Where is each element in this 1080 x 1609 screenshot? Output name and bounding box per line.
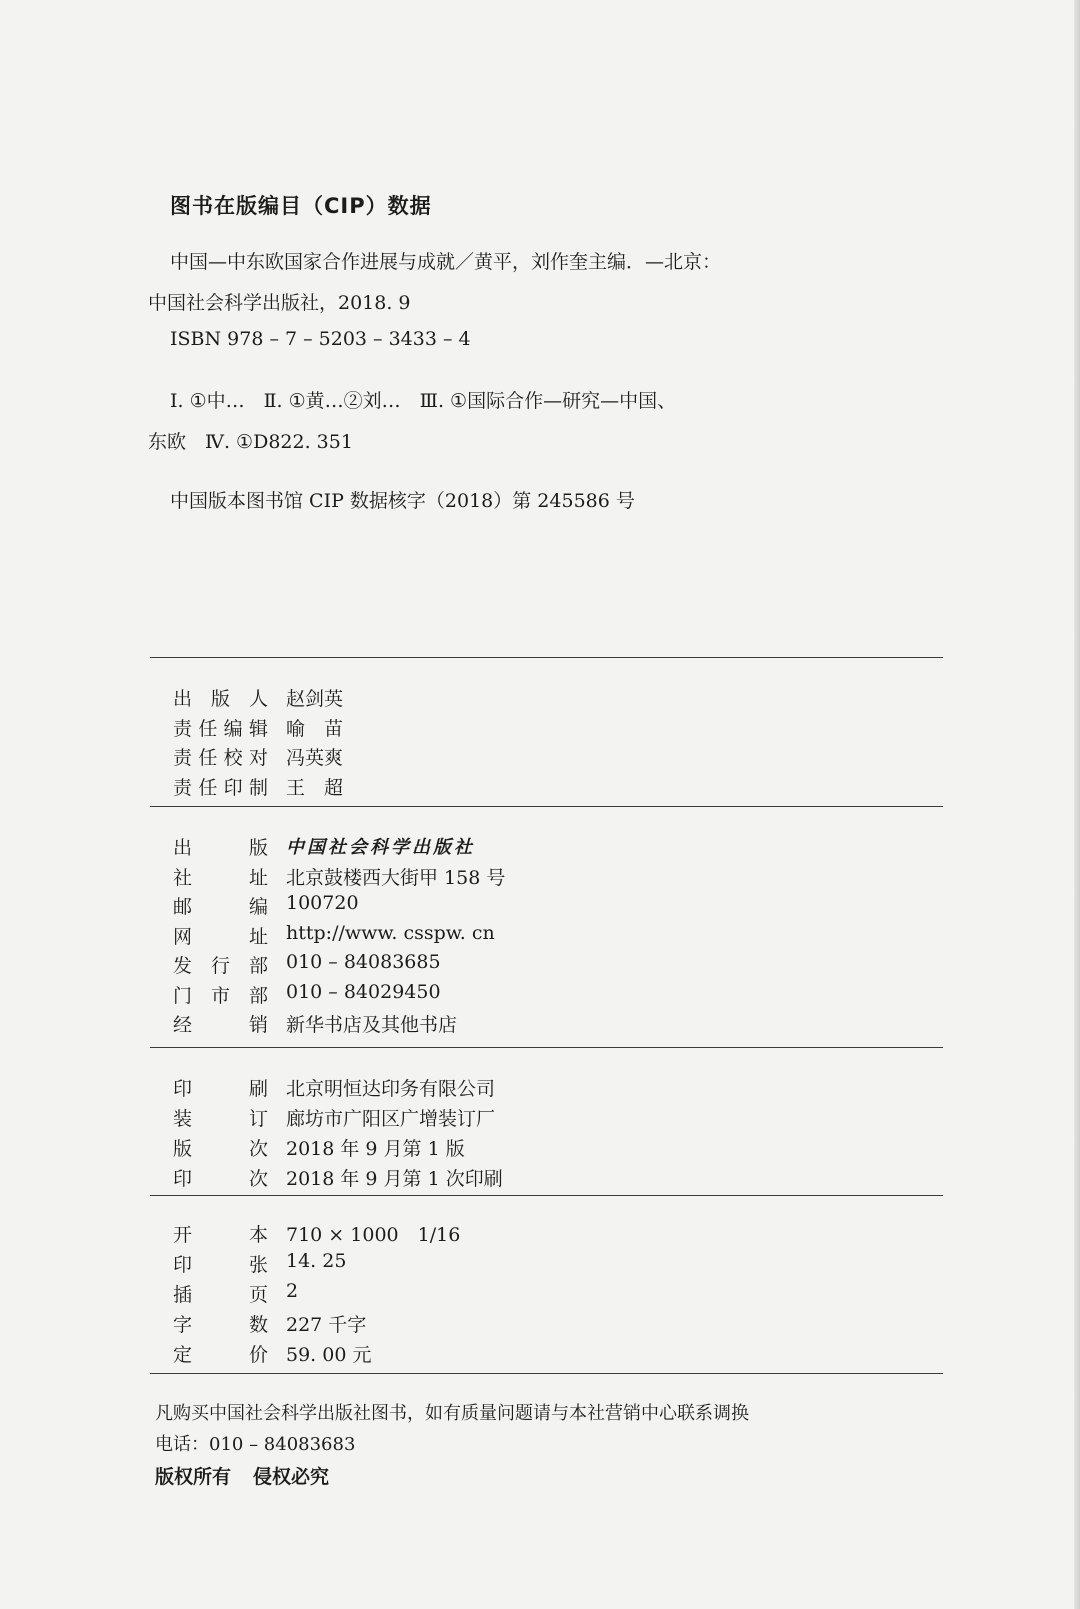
printing-value: 廊坊市广阳区广增装订厂 <box>286 1108 496 1130</box>
publisher-value: http://www. csspw. cn <box>286 921 495 944</box>
rights-notice <box>155 1462 329 1489</box>
cip-line-1: 中国—中东欧国家合作进展与成就／黄平，刘作奎主编．—北京： <box>170 251 722 273</box>
staff-label <box>173 743 268 770</box>
label-char: 版 <box>173 1138 193 1160</box>
label-char: 开 <box>173 1224 193 1246</box>
label-char: 任 <box>198 747 218 769</box>
staff-value: 冯英爽 <box>286 747 344 769</box>
page-edge-shadow <box>1074 0 1080 1609</box>
label-char: 次 <box>248 1168 268 1190</box>
staff-label <box>173 684 268 711</box>
spec-label <box>173 1220 268 1247</box>
label-char: 市 <box>210 984 230 1007</box>
label-char: 行 <box>210 955 230 977</box>
spec-value: 227 千字 <box>286 1314 367 1336</box>
cip-isbn: ISBN 978 – 7 – 5203 – 3433 – 4 <box>170 328 471 350</box>
cip-library-number: 中国版本图书馆 CIP 数据核字（2018）第 245586 号 <box>170 490 635 512</box>
divider-specs <box>150 1373 943 1374</box>
label-char: 人 <box>248 688 268 710</box>
label-char: 门 <box>173 984 193 1007</box>
printing-label <box>173 1104 268 1131</box>
publisher-value: 中国社会科学出版社 <box>286 837 475 858</box>
publisher-value: 010 – 84083685 <box>286 951 441 973</box>
spec-label <box>173 1340 268 1367</box>
label-char: 装 <box>173 1108 193 1130</box>
printing-label <box>173 1134 268 1161</box>
label-char: 出 <box>173 688 193 710</box>
staff-value: 王 超 <box>286 776 344 799</box>
spec-label <box>173 1250 268 1277</box>
publisher-value: 新华书店及其他书店 <box>286 1014 458 1036</box>
label-char: 印 <box>173 1168 193 1190</box>
printing-value: 北京明恒达印务有限公司 <box>286 1078 496 1100</box>
label-char: 任 <box>198 776 218 799</box>
label-char: 经 <box>173 1014 193 1036</box>
label-char: 责 <box>173 776 193 799</box>
label-char: 印 <box>173 1078 193 1100</box>
label-char: 编 <box>223 717 243 740</box>
publisher-value: 010 – 84029450 <box>286 980 441 1003</box>
publisher-label <box>173 833 268 860</box>
label-char: 校 <box>223 747 243 769</box>
publisher-label <box>173 922 268 949</box>
divider-printing <box>150 1195 943 1196</box>
publisher-label <box>173 981 268 1008</box>
label-char: 刷 <box>248 1078 268 1100</box>
printing-label <box>173 1074 268 1101</box>
label-char: 价 <box>248 1344 268 1366</box>
publisher-label <box>173 863 268 890</box>
infringement-notice: 侵权必究 <box>253 1466 330 1488</box>
label-char: 本 <box>248 1224 268 1246</box>
publisher-value: 北京鼓楼西大街甲 158 号 <box>286 866 506 889</box>
label-char: 版 <box>210 688 230 710</box>
label-char: 数 <box>248 1314 268 1336</box>
label-char: 址 <box>248 866 268 889</box>
publisher-label <box>173 951 268 978</box>
staff-value: 喻 苗 <box>286 717 344 740</box>
label-char: 印 <box>173 1254 193 1276</box>
label-char: 部 <box>248 984 268 1007</box>
printing-value: 2018 年 9 月第 1 版 <box>286 1138 465 1160</box>
cip-classification-1: Ⅰ. ①中… Ⅱ. ①黄…②刘… Ⅲ. ①国际合作—研究—中国、 <box>170 390 677 412</box>
cip-title: 图书在版编目（CIP）数据 <box>170 194 432 218</box>
label-char: 插 <box>173 1284 193 1306</box>
label-char: 制 <box>248 776 268 799</box>
label-char: 销 <box>248 1014 268 1036</box>
label-char: 责 <box>173 747 193 769</box>
label-char: 出 <box>173 837 193 859</box>
spec-value: 14. 25 <box>286 1250 347 1272</box>
publisher-label <box>173 892 268 919</box>
label-char: 辑 <box>248 717 268 740</box>
rights-reserved: 版权所有 <box>155 1466 232 1488</box>
spec-value: 2 <box>286 1280 299 1302</box>
label-char: 任 <box>198 717 218 740</box>
spec-label <box>173 1310 268 1337</box>
label-char: 对 <box>248 747 268 769</box>
label-char: 次 <box>248 1138 268 1160</box>
label-char: 印 <box>223 776 243 799</box>
label-char: 部 <box>248 955 268 977</box>
label-char: 字 <box>173 1314 193 1336</box>
label-char: 编 <box>248 896 268 918</box>
publisher-value: 100720 <box>286 892 359 914</box>
divider-publisher <box>150 1047 943 1048</box>
quality-notice: 凡购买中国社会科学出版社图书，如有质量问题请与本社营销中心联系调换 <box>155 1403 749 1424</box>
staff-label <box>173 714 268 741</box>
label-char: 发 <box>173 955 193 977</box>
cip-classification-2: 东欧 Ⅳ. ①D822. 351 <box>148 431 353 453</box>
label-char: 社 <box>173 866 193 889</box>
spec-value: 59. 00 元 <box>286 1344 372 1366</box>
label-char: 址 <box>248 925 268 948</box>
label-char: 版 <box>248 837 268 859</box>
spec-value: 710 × 1000 1/16 <box>286 1224 461 1246</box>
printing-value: 2018 年 9 月第 1 次印刷 <box>286 1168 503 1190</box>
label-char: 责 <box>173 717 193 740</box>
label-char: 邮 <box>173 896 193 918</box>
service-phone: 电话：010 – 84083683 <box>155 1434 356 1455</box>
spec-label <box>173 1280 268 1307</box>
label-char: 页 <box>248 1284 268 1306</box>
staff-label <box>173 773 268 800</box>
publisher-label <box>173 1010 268 1037</box>
cip-line-2: 中国社会科学出版社，2018. 9 <box>148 292 411 314</box>
label-char: 网 <box>173 925 193 948</box>
label-char: 订 <box>248 1108 268 1130</box>
printing-label <box>173 1164 268 1191</box>
staff-value: 赵剑英 <box>286 688 344 710</box>
label-char: 定 <box>173 1344 193 1366</box>
divider-staff <box>150 806 943 807</box>
label-char: 张 <box>248 1254 268 1276</box>
divider-top <box>150 657 943 658</box>
